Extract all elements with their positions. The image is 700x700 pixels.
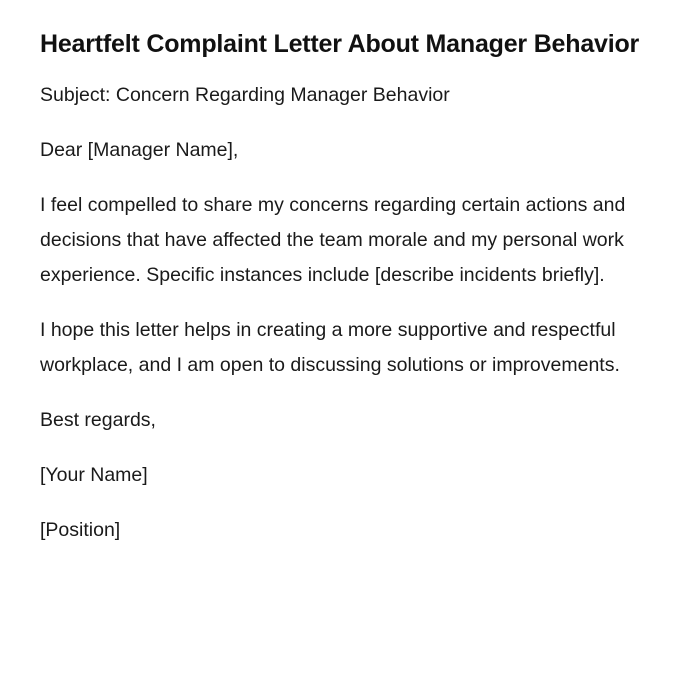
signature-name: [Your Name] [40,464,148,486]
letter-body-paragraph: I hope this letter helps in creating a more supportive and respectful workplace, and I am open to discussing solutions or improvements. [40,319,620,376]
letter-subject: Subject: Concern Regarding Manager Behavior [40,84,450,106]
signature-position: [Position] [40,519,121,541]
letter-body-paragraph: I feel compelled to share my concerns regarding certain actions and decisions that have affected the team morale and my personal work experience. Specific instances include [describe incidents briefly]. [40,194,626,286]
letter-closing: Best regards, [40,409,156,431]
letter-greeting: Dear [Manager Name], [40,139,239,161]
letter-title: Heartfelt Complaint Letter About Manager Behavior [40,30,640,58]
